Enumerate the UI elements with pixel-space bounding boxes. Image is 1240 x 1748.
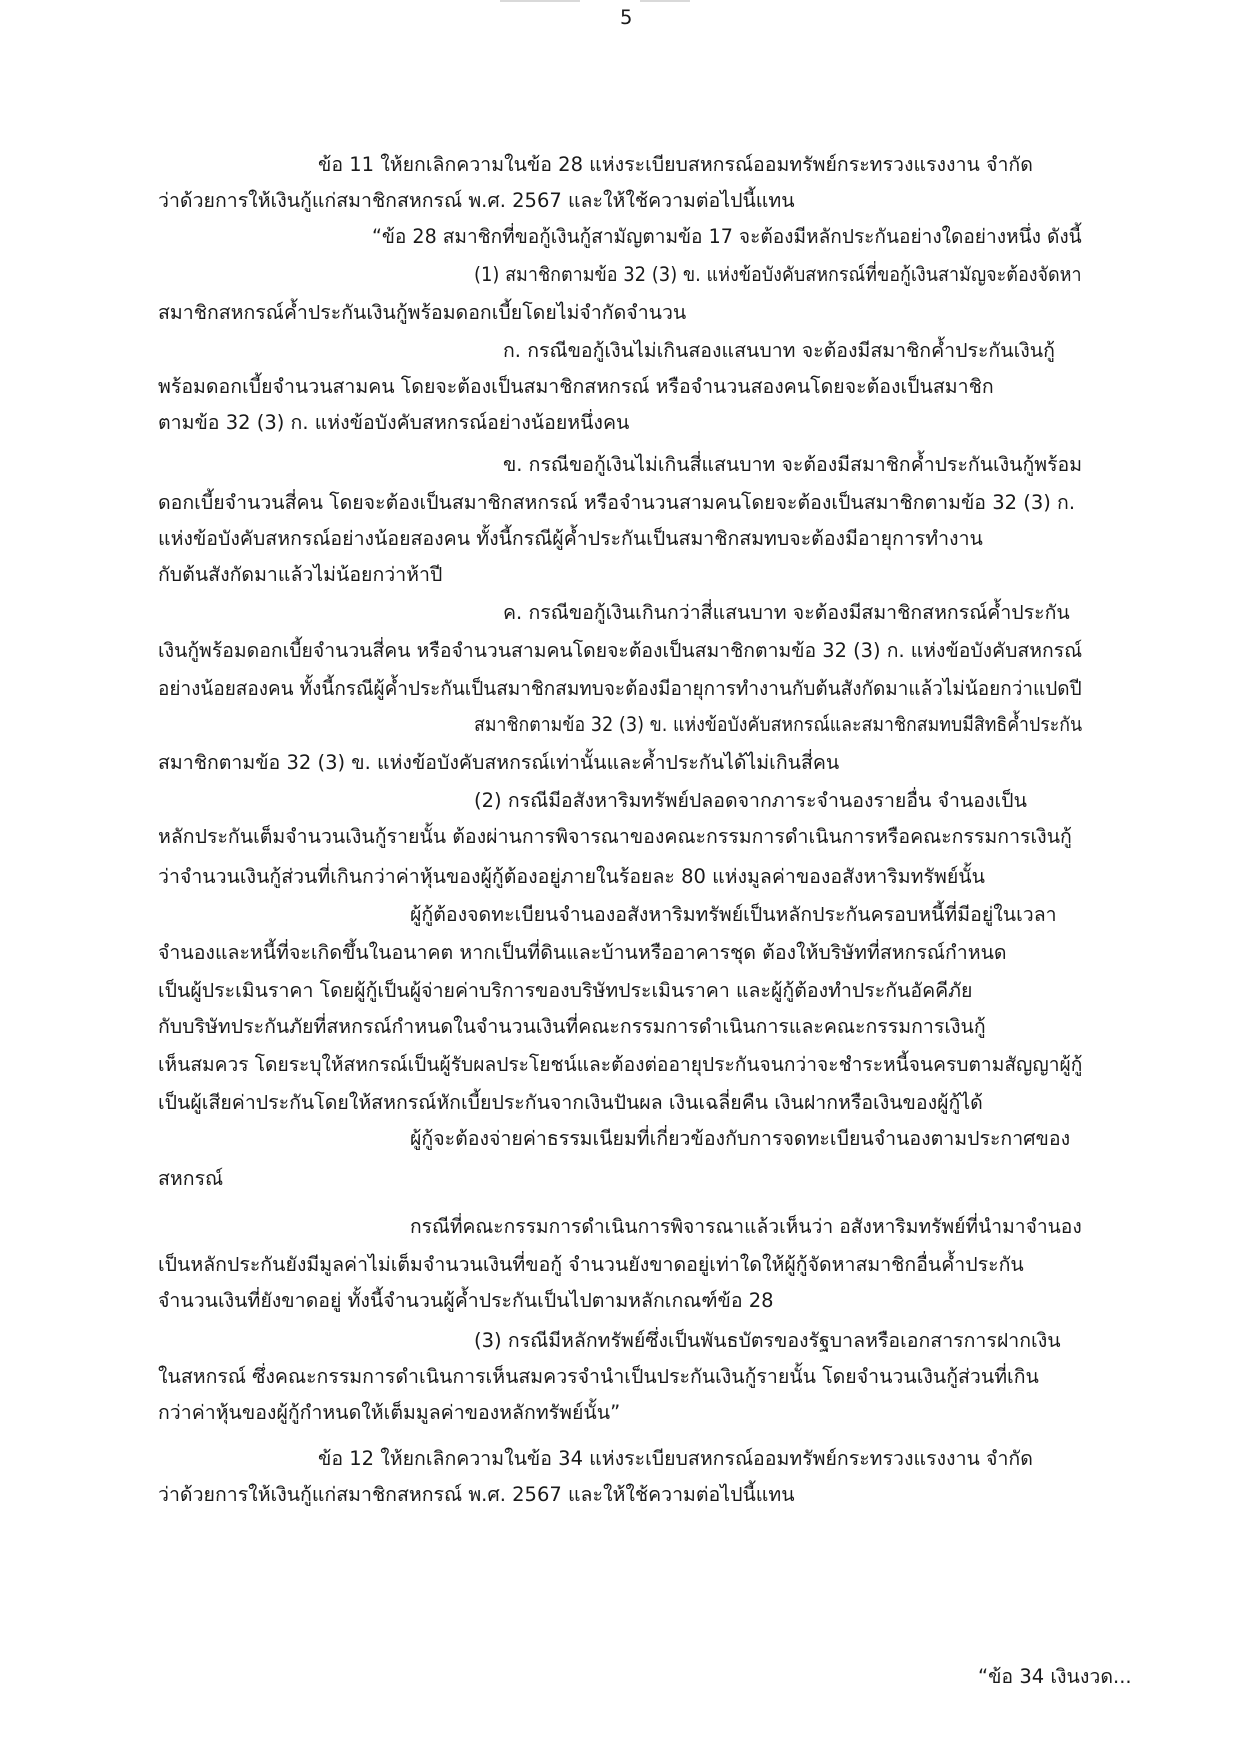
paragraph-line: เป็นผู้ประเมินราคา โดยผู้กู้เป็นผู้จ่ายค่าบริการของบริษัทประเมินราคา และผู้กู้ต้องทำประกันอัคคีภัย [158,979,973,1002]
paragraph-line: สมาชิกสหกรณ์ค้ำประกันเงินกู้พร้อมดอกเบี้ยโดยไม่จำกัดจำนวน [158,301,687,324]
paragraph-line: จำนองและหนี้ที่จะเกิดขึ้นในอนาคต หากเป็นที่ดินและบ้านหรืออาคารชุด ต้องให้บริษัทที่สหกรณ์กำหนด [158,941,1007,964]
continuation-text: “ข้อ 34 เงินงวด... [978,1665,1132,1688]
scan-mark [500,0,580,2]
paragraph-line: เป็นหลักประกันยังมีมูลค่าไม่เต็มจำนวนเงินที่ขอกู้ จำนวนยังขาดอยู่เท่าใดให้ผู้กู้จัดหาสมาชิกอื่นค้ำประกัน [158,1253,1024,1276]
page-number: 5 [620,6,633,29]
paragraph-line: (1) สมาชิกตามข้อ 32 (3) ข. แห่งข้อบังคับสหกรณ์ที่ขอกู้เงินสามัญจะต้องจัดหา [474,263,1082,286]
paragraph-line: ผู้กู้ต้องจดทะเบียนจำนองอสังหาริมทรัพย์เป็นหลักประกันครอบหนี้ที่มีอยู่ในเวลา [410,903,1057,926]
paragraph-line: สมาชิกตามข้อ 32 (3) ข. แห่งข้อบังคับสหกรณ์และสมาชิกสมทบมีสิทธิค้ำประกัน [474,713,1083,736]
paragraph-line: กับบริษัทประกันภัยที่สหกรณ์กำหนดในจำนวนเงินที่คณะกรรมการดำเนินการและคณะกรรมการเงินกู้ [158,1015,986,1038]
paragraph-line: พร้อมดอกเบี้ยจำนวนสามคน โดยจะต้องเป็นสมาชิกสหกรณ์ หรือจำนวนสองคนโดยจะต้องเป็นสมาชิก [158,375,994,398]
paragraph-line: เป็นผู้เสียค่าประกันโดยให้สหกรณ์หักเบี้ยประกันจากเงินปันผล เงินเฉลี่ยคืน เงินฝากหรือเงินของผู้กู้ได้ [158,1091,983,1114]
paragraph-line: ข. กรณีขอกู้เงินไม่เกินสี่แสนบาท จะต้องมีสมาชิกค้ำประกันเงินกู้พร้อม [503,453,1083,476]
paragraph-line: ว่าด้วยการให้เงินกู้แก่สมาชิกสหกรณ์ พ.ศ. 2567 และให้ใช้ความต่อไปนี้แทน [158,189,795,212]
paragraph-line: ข้อ 12 ให้ยกเลิกความในข้อ 34 แห่งระเบียบสหกรณ์ออมทรัพย์กระทรวงแรงงาน จำกัด [318,1447,1033,1470]
paragraph-line: ค. กรณีขอกู้เงินเกินกว่าสี่แสนบาท จะต้องมีสมาชิกสหกรณ์ค้ำประกัน [503,601,1070,624]
paragraph-line: ว่าด้วยการให้เงินกู้แก่สมาชิกสหกรณ์ พ.ศ. 2567 และให้ใช้ความต่อไปนี้แทน [158,1483,795,1506]
paragraph-line: แห่งข้อบังคับสหกรณ์อย่างน้อยสองคน ทั้งนี้กรณีผู้ค้ำประกันเป็นสมาชิกสมทบจะต้องมีอายุการทำงาน [158,527,983,550]
paragraph-line: ตามข้อ 32 (3) ก. แห่งข้อบังคับสหกรณ์อย่างน้อยหนึ่งคน [158,411,630,434]
paragraph-line: จำนวนเงินที่ยังขาดอยู่ ทั้งนี้จำนวนผู้ค้ำประกันเป็นไปตามหลักเกณฑ์ข้อ 28 [158,1289,774,1312]
paragraph-line: กรณีที่คณะกรรมการดำเนินการพิจารณาแล้วเห็นว่า อสังหาริมทรัพย์ที่นำมาจำนอง [410,1215,1082,1238]
paragraph-line: สมาชิกตามข้อ 32 (3) ข. แห่งข้อบังคับสหกรณ์เท่านั้นและค้ำประกันได้ไม่เกินสี่คน [158,751,840,774]
paragraph-line: (2) กรณีมีอสังหาริมทรัพย์ปลอดจากภาระจำนองรายอื่น จำนองเป็น [474,789,1027,812]
scan-mark [640,0,690,2]
paragraph-line: เห็นสมควร โดยระบุให้สหกรณ์เป็นผู้รับผลประโยชน์และต้องต่ออายุประกันจนกว่าจะชำระหนี้จนครบตามสัญญาผู้กู้ [158,1053,1083,1076]
paragraph-line: กว่าค่าหุ้นของผู้กู้กำหนดให้เต็มมูลค่าของหลักทรัพย์นั้น” [158,1401,621,1424]
paragraph-line: อย่างน้อยสองคน ทั้งนี้กรณีผู้ค้ำประกันเป็นสมาชิกสมทบจะต้องมีอายุการทำงานกับต้นสังกัดมาแล้วไม่น้อยกว่าแปดปี [158,677,1082,700]
paragraph-line: ว่าจำนวนเงินกู้ส่วนที่เกินกว่าค่าหุ้นของผู้กู้ต้องอยู่ภายในร้อยละ 80 แห่งมูลค่าของอสังหาริมทรัพย์นั้น [158,865,985,888]
paragraph-line: (3) กรณีมีหลักทรัพย์ซึ่งเป็นพันธบัตรของรัฐบาลหรือเอกสารการฝากเงิน [474,1329,1061,1352]
paragraph-line: ผู้กู้จะต้องจ่ายค่าธรรมเนียมที่เกี่ยวข้องกับการจดทะเบียนจำนองตามประกาศของ [410,1127,1071,1150]
paragraph-line: ดอกเบี้ยจำนวนสี่คน โดยจะต้องเป็นสมาชิกสหกรณ์ หรือจำนวนสามคนโดยจะต้องเป็นสมาชิกตามข้อ 32 (3) ก. [158,491,1076,514]
paragraph-line: สหกรณ์ [158,1167,224,1190]
paragraph-line: ก. กรณีขอกู้เงินไม่เกินสองแสนบาท จะต้องมีสมาชิกค้ำประกันเงินกู้ [503,339,1055,362]
paragraph-line: ในสหกรณ์ ซึ่งคณะกรรมการดำเนินการเห็นสมควรจำนำเป็นประกันเงินกู้รายนั้น โดยจำนวนเงินกู้ส่วนที่เกิน [158,1365,1039,1388]
paragraph-line: เงินกู้พร้อมดอกเบี้ยจำนวนสี่คน หรือจำนวนสามคนโดยจะต้องเป็นสมาชิกตามข้อ 32 (3) ก. แห่งข้อบังคับสหกรณ์ [158,639,1083,662]
paragraph-line: หลักประกันเต็มจำนวนเงินกู้รายนั้น ต้องผ่านการพิจารณาของคณะกรรมการดำเนินการหรือคณะกรรมการเงินกู้ [158,825,1072,848]
paragraph-line: กับต้นสังกัดมาแล้วไม่น้อยกว่าห้าปี [158,563,443,586]
paragraph-line: “ข้อ 28 สมาชิกที่ขอกู้เงินกู้สามัญตามข้อ 17 จะต้องมีหลักประกันอย่างใดอย่างหนึ่ง ดังนี้ [372,225,1082,248]
paragraph-line: ข้อ 11 ให้ยกเลิกความในข้อ 28 แห่งระเบียบสหกรณ์ออมทรัพย์กระทรวงแรงงาน จำกัด [318,153,1033,176]
